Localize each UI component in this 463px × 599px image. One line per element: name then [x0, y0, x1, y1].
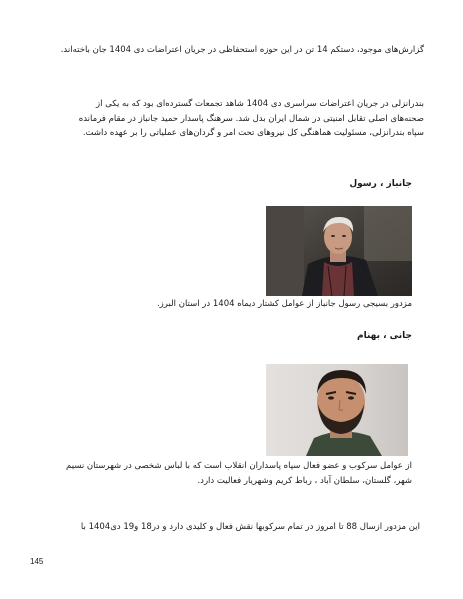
- portrait-photo-rasoul-janbaz: [266, 206, 412, 296]
- portrait-photo-behnam-jani: [266, 364, 408, 456]
- page-number: 145: [30, 557, 44, 566]
- profile-caption-behnam-jani: از عوامل سرکوب و عضو فعال سپاه پاسداران انقلاب است که با لباس شخصی در شهرستان نسیم شهر، گلستان، سلطان آباد ، رباط کریم وشهریار فعالیت دارد.: [66, 461, 412, 486]
- paragraph-casualties: گزارش‌های موجود، دستکم 14 تن در این حوزه استحفاظی در جریان اعتراضات دی 1404 جان باخته‌اند.: [60, 45, 424, 55]
- profile-name-behnam-jani: جانی ، بهنام: [356, 331, 412, 341]
- paragraph-bandar-anzali: بندرانزلی در جریان اعتراضات سراسری دی 1404 شاهد تجمعات گسترده‌ای بود که به یکی از صحنه‌های اصلی تقابل امنیتی در شمال ایران بدل شد. سرهنگ پاسدار حمید جانباز در مقام فرمانده سپاه بندرانزلی، مسئولیت هماهنگی کل نیروهای تحت امر و گردان‌های عملیاتی را بر عهده داشت.: [78, 99, 424, 138]
- profile-caption-rasoul-janbaz: مزدور بسیجی رسول جانباز از عوامل کشتار دیماه 1404 در استان البرز.: [156, 299, 412, 309]
- profile-extra-behnam-jani: این مزدور ازسال 88 تا امروز در تمام سرکوبها نقش فعال و کلیدی دارد و در18 و19 دی1404 با: [80, 522, 420, 532]
- profile-name-rasoul-janbaz: جانباز ، رسول: [349, 179, 412, 189]
